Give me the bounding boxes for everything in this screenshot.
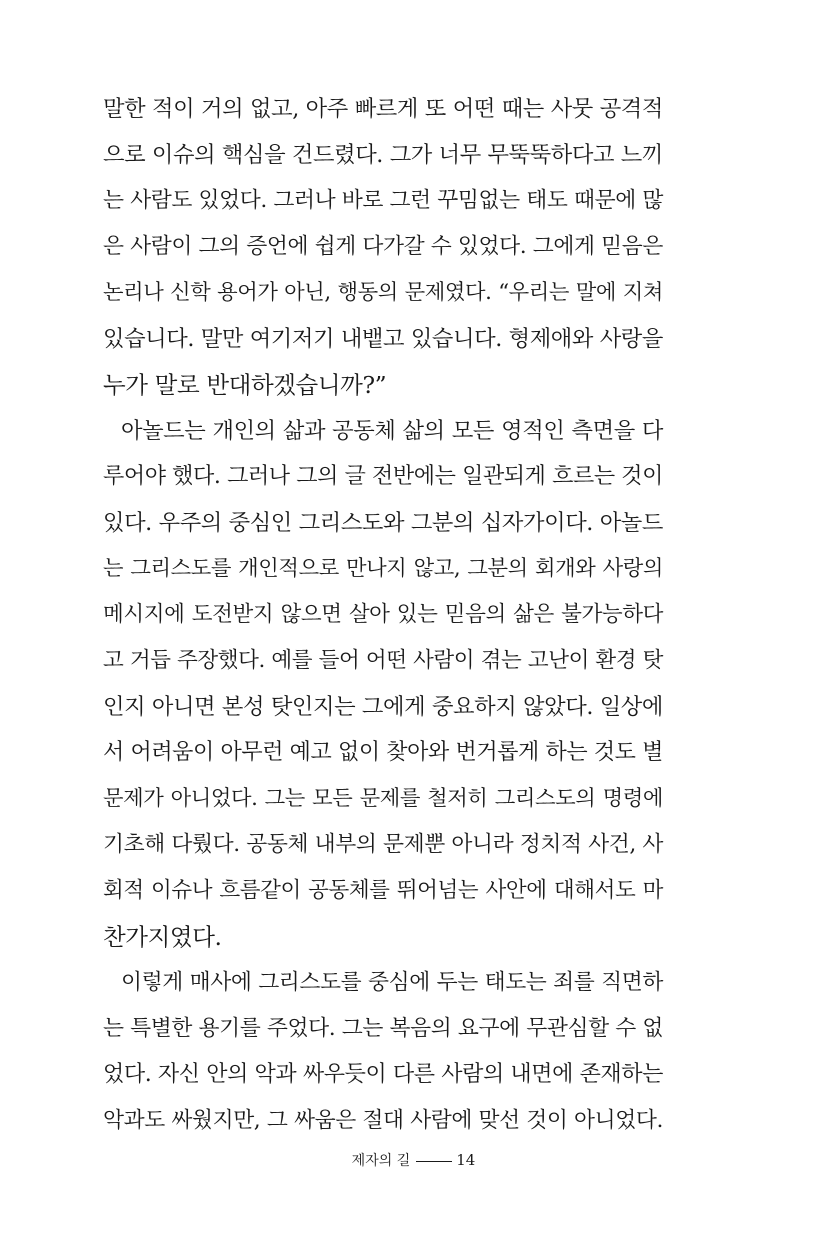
text-line: 논리나 신학 용어가 아닌, 행동의 문제였다. “우리는 말에 지쳐 — [103, 280, 663, 305]
text-line: 루어야 했다. 그러나 그의 글 전반에는 일관되게 흐르는 것이 — [103, 464, 663, 489]
text-line: 으로 이슈의 핵심을 건드렸다. 그가 너무 무뚝뚝하다고 느끼 — [103, 142, 663, 168]
text-line: 회적 이슈나 흐름같이 공동체를 뛰어넘는 사안에 대해서도 마 — [103, 878, 663, 903]
text-line: 있습니다. 말만 여기저기 내뱉고 있습니다. 형제애와 사랑을 — [103, 326, 663, 352]
footer-rule — [416, 1161, 452, 1162]
text-line: 는 사람도 있었다. 그러나 바로 그런 꾸밈없는 태도 때문에 많 — [103, 188, 663, 213]
text-line: 은 사람이 그의 증언에 쉽게 다가갈 수 있었다. 그에게 믿음은 — [103, 234, 663, 259]
text-line: 찬가지였다. — [103, 923, 222, 951]
text-line: 이렇게 매사에 그리스도를 중심에 두는 태도는 죄를 직면하 — [121, 970, 663, 995]
text-line: 는 그리스도를 개인적으로 만나지 않고, 그분의 회개와 사랑의 — [103, 556, 663, 581]
page-number: 14 — [456, 1151, 476, 1169]
text-line: 문제가 아니었다. 그는 모든 문제를 철저히 그리스도의 명령에 — [103, 786, 663, 811]
text-line: 기초해 다뤘다. 공동체 내부의 문제뿐 아니라 정치적 사건, 사 — [103, 832, 663, 857]
text-line: 고 거듭 주장했다. 예를 들어 어떤 사람이 겪는 고난이 환경 탓 — [103, 648, 663, 673]
page-footer — [0, 1150, 827, 1170]
text-line: 아놀드는 개인의 삶과 공동체 삶의 모든 영적인 측면을 다 — [121, 418, 663, 444]
running-title: 제자의 길 — [351, 1153, 411, 1169]
text-line: 는 특별한 용기를 주었다. 그는 복음의 요구에 무관심할 수 없 — [103, 1016, 663, 1041]
text-line: 메시지에 도전받지 않으면 살아 있는 믿음의 삶은 불가능하다 — [103, 602, 663, 627]
text-line: 인지 아니면 본성 탓인지는 그에게 중요하지 않았다. 일상에 — [103, 694, 663, 720]
body-text — [103, 86, 663, 1144]
text-line: 말한 적이 거의 없고, 아주 빠르게 또 어떤 때는 사뭇 공격적 — [103, 96, 663, 122]
text-line: 서 어려움이 아무런 예고 없이 찾아와 번거롭게 하는 것도 별 — [103, 740, 663, 765]
text-line: 었다. 자신 안의 악과 싸우듯이 다른 사람의 내면에 존재하는 — [103, 1062, 663, 1087]
text-line: 있다. 우주의 중심인 그리스도와 그분의 십자가이다. 아놀드 — [103, 510, 663, 536]
text-line: 악과도 싸웠지만, 그 싸움은 절대 사람에 맞선 것이 아니었다. — [103, 1108, 663, 1133]
text-line: 누가 말로 반대하겠습니까?” — [103, 371, 387, 399]
